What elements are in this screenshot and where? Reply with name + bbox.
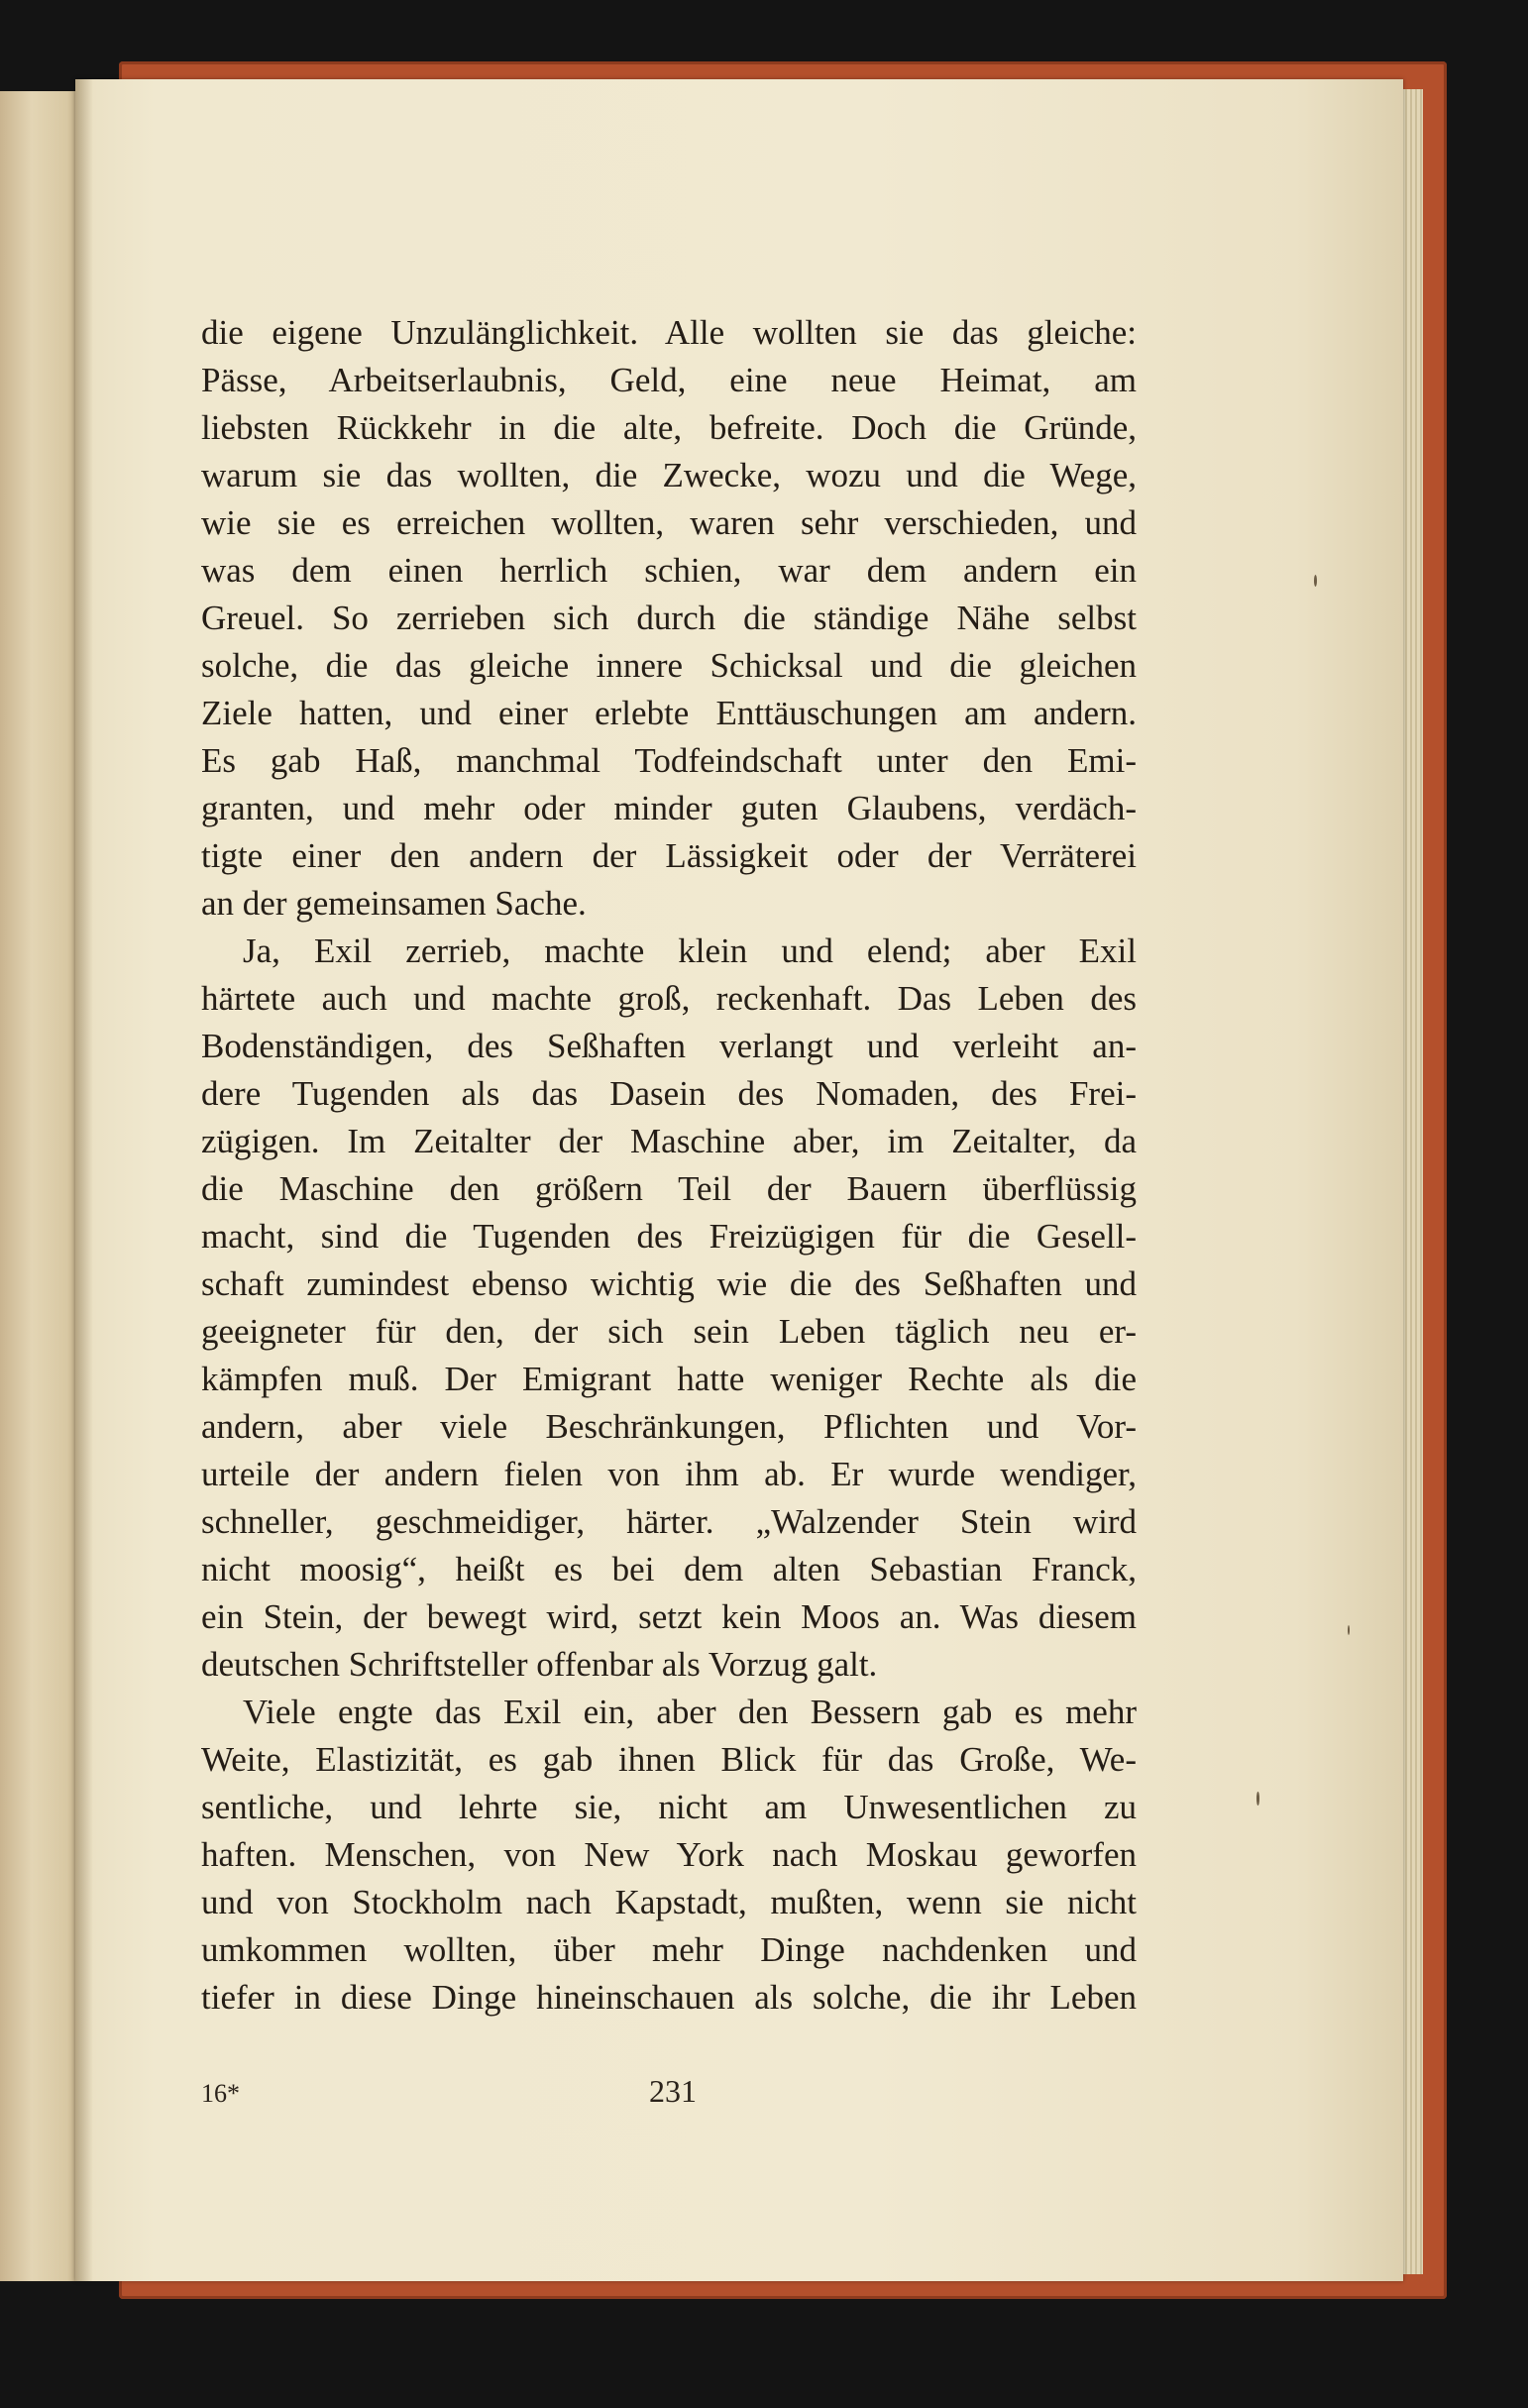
paragraph: [201, 1689, 1137, 2022]
text-line: ein Stein, der bewegt wird, setzt kein Moos an. Was diesem: [201, 1597, 1137, 1636]
text-line: Greuel. So zerrieben sich durch die ständige Nähe selbst: [201, 599, 1137, 637]
text-line: haften. Menschen, von New York nach Moskau geworfen: [201, 1835, 1137, 1874]
text-line: umkommen wollten, über mehr Dinge nachdenken und: [201, 1930, 1137, 1969]
page-text: [201, 309, 1137, 2022]
text-line: und von Stockholm nach Kapstadt, mußten, wenn sie nicht: [201, 1883, 1137, 1921]
paper-speck: [1314, 575, 1317, 587]
text-line: Weite, Elastizität, es gab ihnen Blick für das Große, We-: [201, 1740, 1137, 1779]
text-line: sentliche, und lehrte sie, nicht am Unwesentlichen zu: [201, 1788, 1137, 1826]
text-line: was dem einen herrlich schien, war dem andern ein: [201, 551, 1137, 590]
text-line: an der gemeinsamen Sache.: [201, 884, 587, 923]
text-line: wie sie es erreichen wollten, waren sehr verschieden, und: [201, 503, 1137, 542]
paper-speck: [1256, 1792, 1259, 1806]
text-line: Pässe, Arbeitserlaubnis, Geld, eine neue Heimat, am: [201, 361, 1137, 399]
text-line: härtete auch und machte groß, reckenhaft. Das Leben des: [201, 979, 1137, 1018]
text-line: dere Tugenden als das Dasein des Nomaden, des Frei-: [201, 1074, 1137, 1113]
text-line: solche, die das gleiche innere Schicksal und die gleichen: [201, 646, 1137, 685]
paragraph: [201, 309, 1137, 928]
text-line: granten, und mehr oder minder guten Glaubens, verdäch-: [201, 789, 1137, 827]
text-line: liebsten Rückkehr in die alte, befreite. Doch die Gründe,: [201, 408, 1137, 447]
text-line: schaft zumindest ebenso wichtig wie die des Seßhaften und: [201, 1264, 1137, 1303]
text-line: kämpfen muß. Der Emigrant hatte weniger Rechte als die: [201, 1360, 1137, 1398]
text-line: geeigneter für den, der sich sein Leben täglich neu er-: [201, 1312, 1137, 1351]
text-line: zügigen. Im Zeitalter der Maschine aber, im Zeitalter, da: [201, 1122, 1137, 1160]
signature-mark: 16*: [201, 2079, 240, 2108]
text-line: tiefer in diese Dinge hineinschauen als solche, die ihr Leben: [201, 1978, 1137, 2017]
text-line: warum sie das wollten, die Zwecke, wozu und die Wege,: [201, 456, 1137, 494]
text-line: nicht moosig“, heißt es bei dem alten Sebastian Franck,: [201, 1550, 1137, 1588]
text-line: deutschen Schriftsteller offenbar als Vorzug galt.: [201, 1645, 878, 1684]
text-line: urteile der andern fielen von ihm ab. Er wurde wendiger,: [201, 1455, 1137, 1493]
page-footer: [201, 2073, 1137, 2121]
page-number: 231: [649, 2073, 697, 2109]
page-gutter-shadow: [75, 79, 93, 2281]
paper-speck: [1348, 1625, 1350, 1635]
text-line: Viele engte das Exil ein, aber den Bessern gab es mehr: [243, 1693, 1137, 1731]
text-line: Ja, Exil zerrieb, machte klein und elend; aber Exil: [243, 931, 1137, 970]
text-line: tigte einer den andern der Lässigkeit oder der Verräterei: [201, 836, 1137, 875]
text-line: macht, sind die Tugenden des Freizügigen für die Gesell-: [201, 1217, 1137, 1256]
text-line: andern, aber viele Beschränkungen, Pflichten und Vor-: [201, 1407, 1137, 1446]
text-line: Ziele hatten, und einer erlebte Enttäuschungen am andern.: [201, 694, 1137, 732]
text-line: die Maschine den größern Teil der Bauern überflüssig: [201, 1169, 1137, 1208]
text-line: die eigene Unzulänglichkeit. Alle wollten sie das gleiche:: [201, 313, 1137, 352]
left-page-leaf: [0, 91, 79, 2281]
paragraph: [201, 928, 1137, 1689]
text-line: schneller, geschmeidiger, härter. „Walzender Stein wird: [201, 1502, 1137, 1541]
text-line: Es gab Haß, manchmal Todfeindschaft unter den Emi-: [201, 741, 1137, 780]
text-line: Bodenständigen, des Seßhaften verlangt und verleiht an-: [201, 1027, 1137, 1065]
